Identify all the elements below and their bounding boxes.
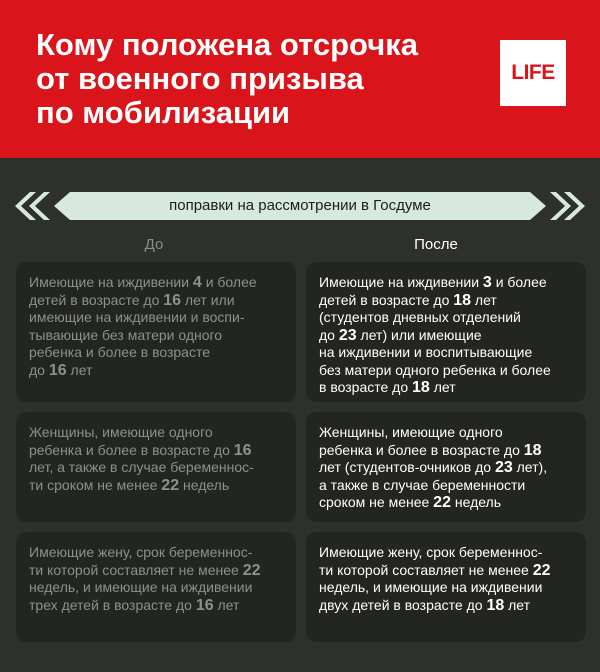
- card-before-3: Имеющие жену, срок беременнос- ти которой составляет не менее 22 недель, и имеющие на иждивении трех детей в возрасте до 16 лет: [16, 532, 296, 642]
- highlight-number: 23: [494, 459, 513, 476]
- highlight-number: 18: [453, 291, 472, 309]
- card-after-1: Имеющие на иждивении 3 и более детей в возрасте до 18 лет (студентов дневных отделений до 23 лет) или имеющие на иждивении и воспитывающие без матери одного ребенка и более в возрасте до 18 лет: [306, 262, 586, 402]
- highlight-number: 16: [233, 441, 252, 459]
- card-before-2: Женщины, имеющие одного ребенка и более в возрасте до 16 лет, а также в случае беременнос- ти сроком не менее 22 недель: [16, 412, 296, 522]
- banner-label: поправки на рассмотрении в Госдуме: [169, 197, 431, 214]
- chevron-left-icon: [29, 192, 50, 220]
- card-after-2: Женщины, имеющие одного ребенка и более в возрасте до 18 лет (студентов-очников до 23 лет), а также в случае беременности сроком не менее 22 недель: [306, 412, 586, 522]
- highlight-number: 18: [523, 441, 542, 459]
- highlight-number: 16: [163, 291, 182, 309]
- header-banner: [0, 0, 600, 158]
- page-title: Кому положена отсрочка от военного призыва по мобилизации: [36, 27, 418, 130]
- column-header-before: До: [144, 236, 164, 253]
- column-header-after: После: [414, 236, 458, 253]
- highlight-number: 23: [338, 326, 357, 344]
- chevron-right-icon: [550, 192, 571, 220]
- highlight-number: 4: [192, 274, 202, 291]
- highlight-number: 3: [482, 274, 492, 291]
- highlight-number: 22: [161, 476, 180, 494]
- highlight-number: 22: [242, 561, 261, 579]
- highlight-number: 18: [412, 379, 430, 396]
- card-before-1: Имеющие на иждивении 4 и более детей в возрасте до 16 лет или имеющие на иждивении и воспи- тывающие без матери одного ребенка и более в возрасте до 16 лет: [16, 262, 296, 402]
- card-after-3: Имеющие жену, срок беременнос- ти которой составляет не менее 22 недель, и имеющие на иждивении двух детей в возрасте до 18 лет: [306, 532, 586, 642]
- highlight-number: 16: [195, 596, 214, 614]
- highlight-number: 22: [532, 561, 551, 579]
- highlight-number: 16: [48, 361, 67, 379]
- highlight-number: 22: [433, 494, 451, 511]
- logo-text: LIFE: [511, 61, 555, 84]
- status-banner: [14, 190, 586, 222]
- highlight-number: 18: [486, 596, 505, 614]
- life-logo: [500, 40, 566, 106]
